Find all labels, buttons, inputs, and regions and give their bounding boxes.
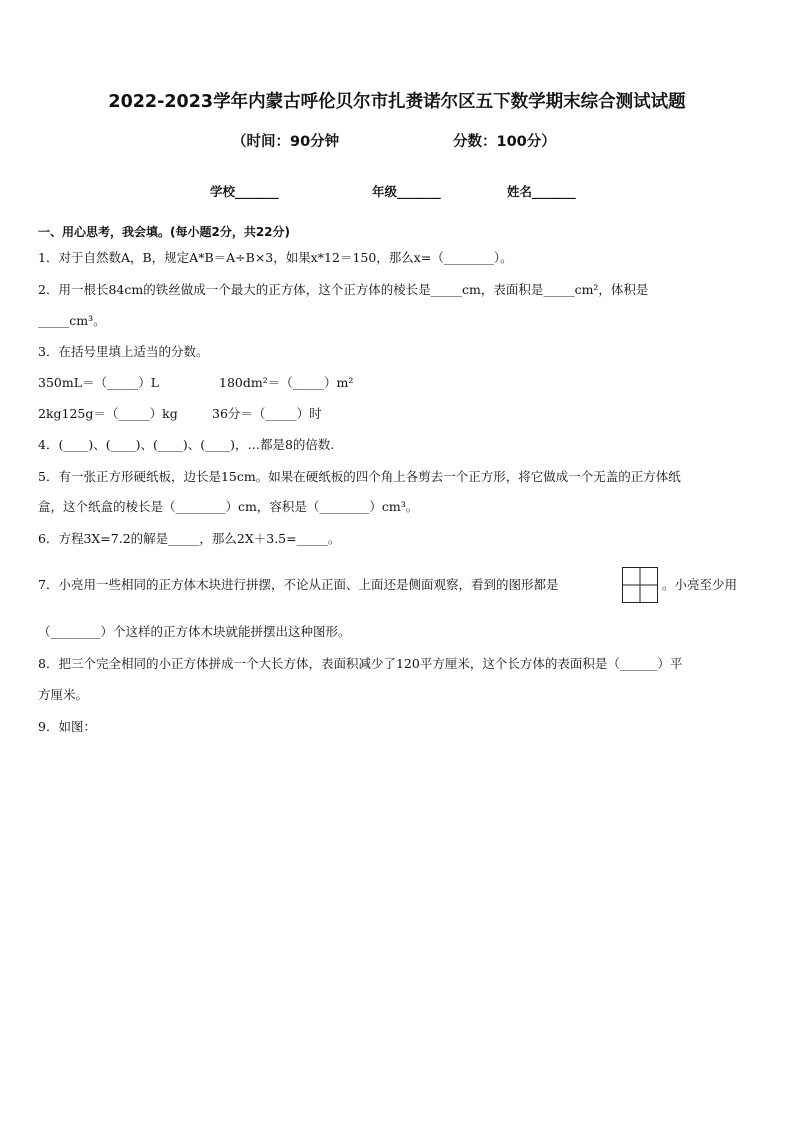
square-grid-icon: [622, 567, 658, 603]
name-field: 姓名_______: [507, 184, 576, 199]
exam-score: 分数：100分）: [453, 134, 556, 150]
question-1: 1．对于自然数A，B，规定A*B＝A÷B×3，如果x*12＝150，那么x=（________）。: [38, 250, 513, 265]
question-2-line-2: _____cm³。: [38, 313, 106, 328]
question-7-line-1: 7．小亮用一些相同的正方体木块进行拼摆，不论从正面、上面还是侧面观察，看到的图形都是: [38, 577, 559, 592]
question-8-line-1: 8．把三个完全相同的小正方体拼成一个大长方体，表面积减少了120平方厘米，这个长方体的表面积是（______）平: [38, 656, 683, 671]
question-3-item-a1: 350mL＝（_____）L: [38, 375, 160, 390]
grade-field: 年级_______: [372, 184, 441, 199]
question-6: 6．方程3X=7.2的解是_____，那么2X＋3.5=_____。: [38, 531, 341, 546]
question-2-line-1: 2．用一根长84cm的铁丝做成一个最大的正方体，这个正方体的棱长是_____cm，表面积是_____cm²，体积是: [38, 282, 649, 297]
question-3-item-b1: 2kg125g＝（_____）kg: [38, 406, 178, 421]
question-3-item-b2: 36分＝（_____）时: [212, 406, 322, 421]
question-5-line-2: 盒，这个纸盒的棱长是（________）cm，容积是（________）cm³。: [38, 499, 419, 514]
exam-title: 2022-2023学年内蒙古呼伦贝尔市扎赉诺尔区五下数学期末综合测试试题: [108, 92, 686, 112]
question-7-line-2: （________）个这样的正方体木块就能拼摆出这种图形。: [38, 624, 351, 639]
school-field: 学校_______: [210, 184, 279, 199]
question-8-line-2: 方厘米。: [38, 687, 89, 702]
question-5-line-1: 5．有一张正方形硬纸板，边长是15cm。如果在硬纸板的四个角上各剪去一个正方形，将它做成一个无盖的正方体纸: [38, 469, 681, 484]
question-9: 9．如图：: [38, 719, 96, 734]
question-3: 3．在括号里填上适当的分数。: [38, 344, 209, 359]
section-header: 一、用心思考，我会填。(每小题2分，共22分): [38, 225, 291, 239]
question-3-item-a2: 180dm²＝（_____）m²: [219, 375, 354, 390]
question-7-line-1-tail: 。小亮至少用: [662, 577, 738, 592]
exam-time: （时间：90分钟: [232, 134, 340, 150]
question-4: 4．(____)、(____)、(____)、(____)，…都是8的倍数.: [38, 437, 335, 452]
